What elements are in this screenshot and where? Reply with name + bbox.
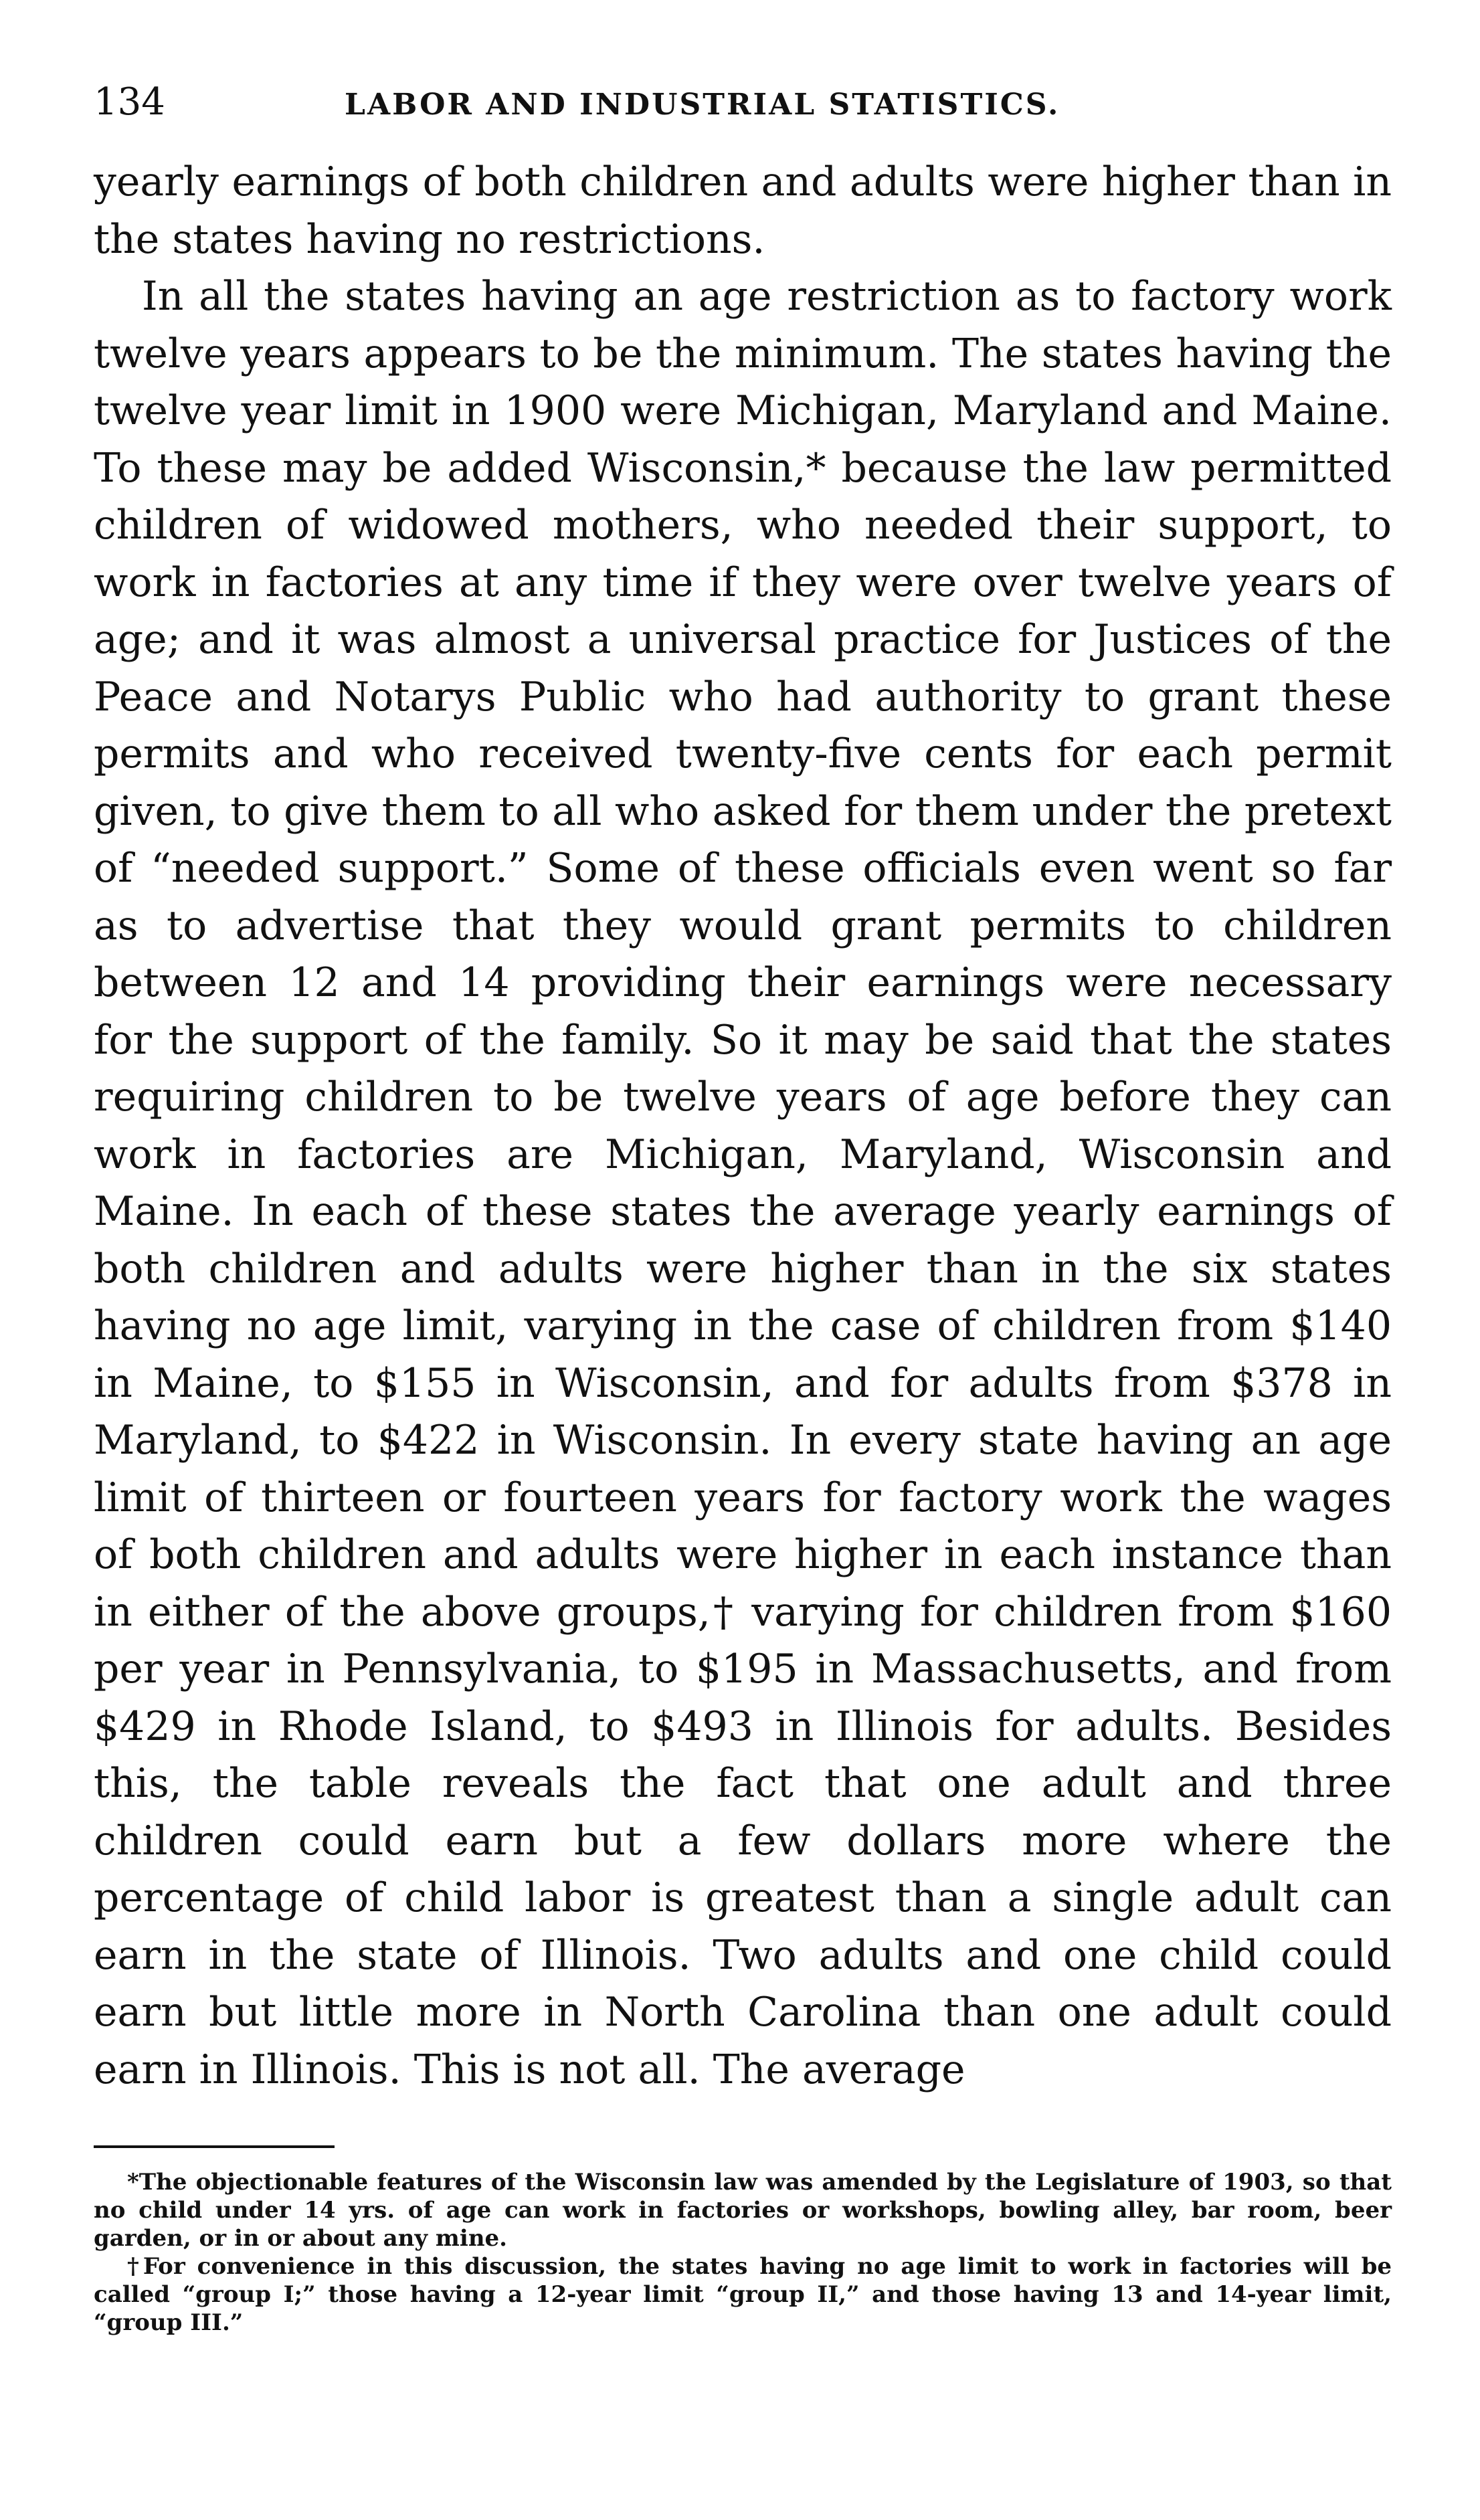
page-header bbox=[94, 80, 1392, 154]
paragraph-main: In all the states having an age restriction as to factory work twelve years appears to be the minimum. The states having the twelve year limit in 1900 were Michigan, Maryland and Maine. To these may be added Wisconsin,* because the law permitted children of widowed mothers, who needed their support, to work in factories at any time if they were over twelve years of age; and it was almost a universal practice for Justices of the Peace and Notarys Public who had authority to grant these permits and who received twenty-five cents for each permit given, to give them to all who asked for them under the pretext of “needed support.” Some of these officials even went so far as to advertise that they would grant permits to children between 12 and 14 providing their earnings were necessary for the support of the family. So it may be said that the states requiring children to be twelve years of age before they can work in factories are Michigan, Maryland, Wisconsin and Maine. In each of these states the average yearly earnings of both children and adults were higher than in the six states having no age limit, varying in the case of children from $140 in Maine, to $155 in Wisconsin, and for adults from $378 in Maryland, to $422 in Wisconsin. In every state having an age limit of thirteen or fourteen years for factory work the wages of both children and adults were higher in each instance than in either of the above groups,† varying for children from $160 per year in Pennsylvania, to $195 in Massachusetts, and from $429 in Rhode Island, to $493 in Illinois for adults. Besides this, the table reveals the fact that one adult and three children could earn but a few dollars more where the percentage of child labor is greatest than a single adult can earn in the state of Illinois. Two adults and one child could earn but little more in North Carolina than one adult could earn in Illinois. This is not all. The average bbox=[94, 273, 1392, 2093]
footnote-wisconsin: *The objectionable features of the Wisconsin law was amended by the Legislature of 1903, so that no child under 14 yrs. of age can work in factories or workshops, bowling alley, bar room, beer garden, or in or about any mine. bbox=[94, 2169, 1392, 2252]
footnote-groups: †For convenience in this discussion, the states having no age limit to work in factories will be called “group I;” those having a 12-year limit “group II,” and those having 13 and 14-year limit, “group III.” bbox=[94, 2253, 1392, 2336]
running-title: LABOR AND INDUSTRIAL STATISTICS. bbox=[345, 88, 1060, 122]
footnote-divider bbox=[94, 2145, 335, 2148]
book-page bbox=[94, 80, 1392, 2337]
footnotes bbox=[94, 2168, 1392, 2337]
page-number: 134 bbox=[94, 80, 165, 124]
body-text bbox=[94, 154, 1392, 2099]
paragraph-continuation: yearly earnings of both children and adults were higher than in the states having no restrictions. bbox=[94, 159, 1392, 263]
